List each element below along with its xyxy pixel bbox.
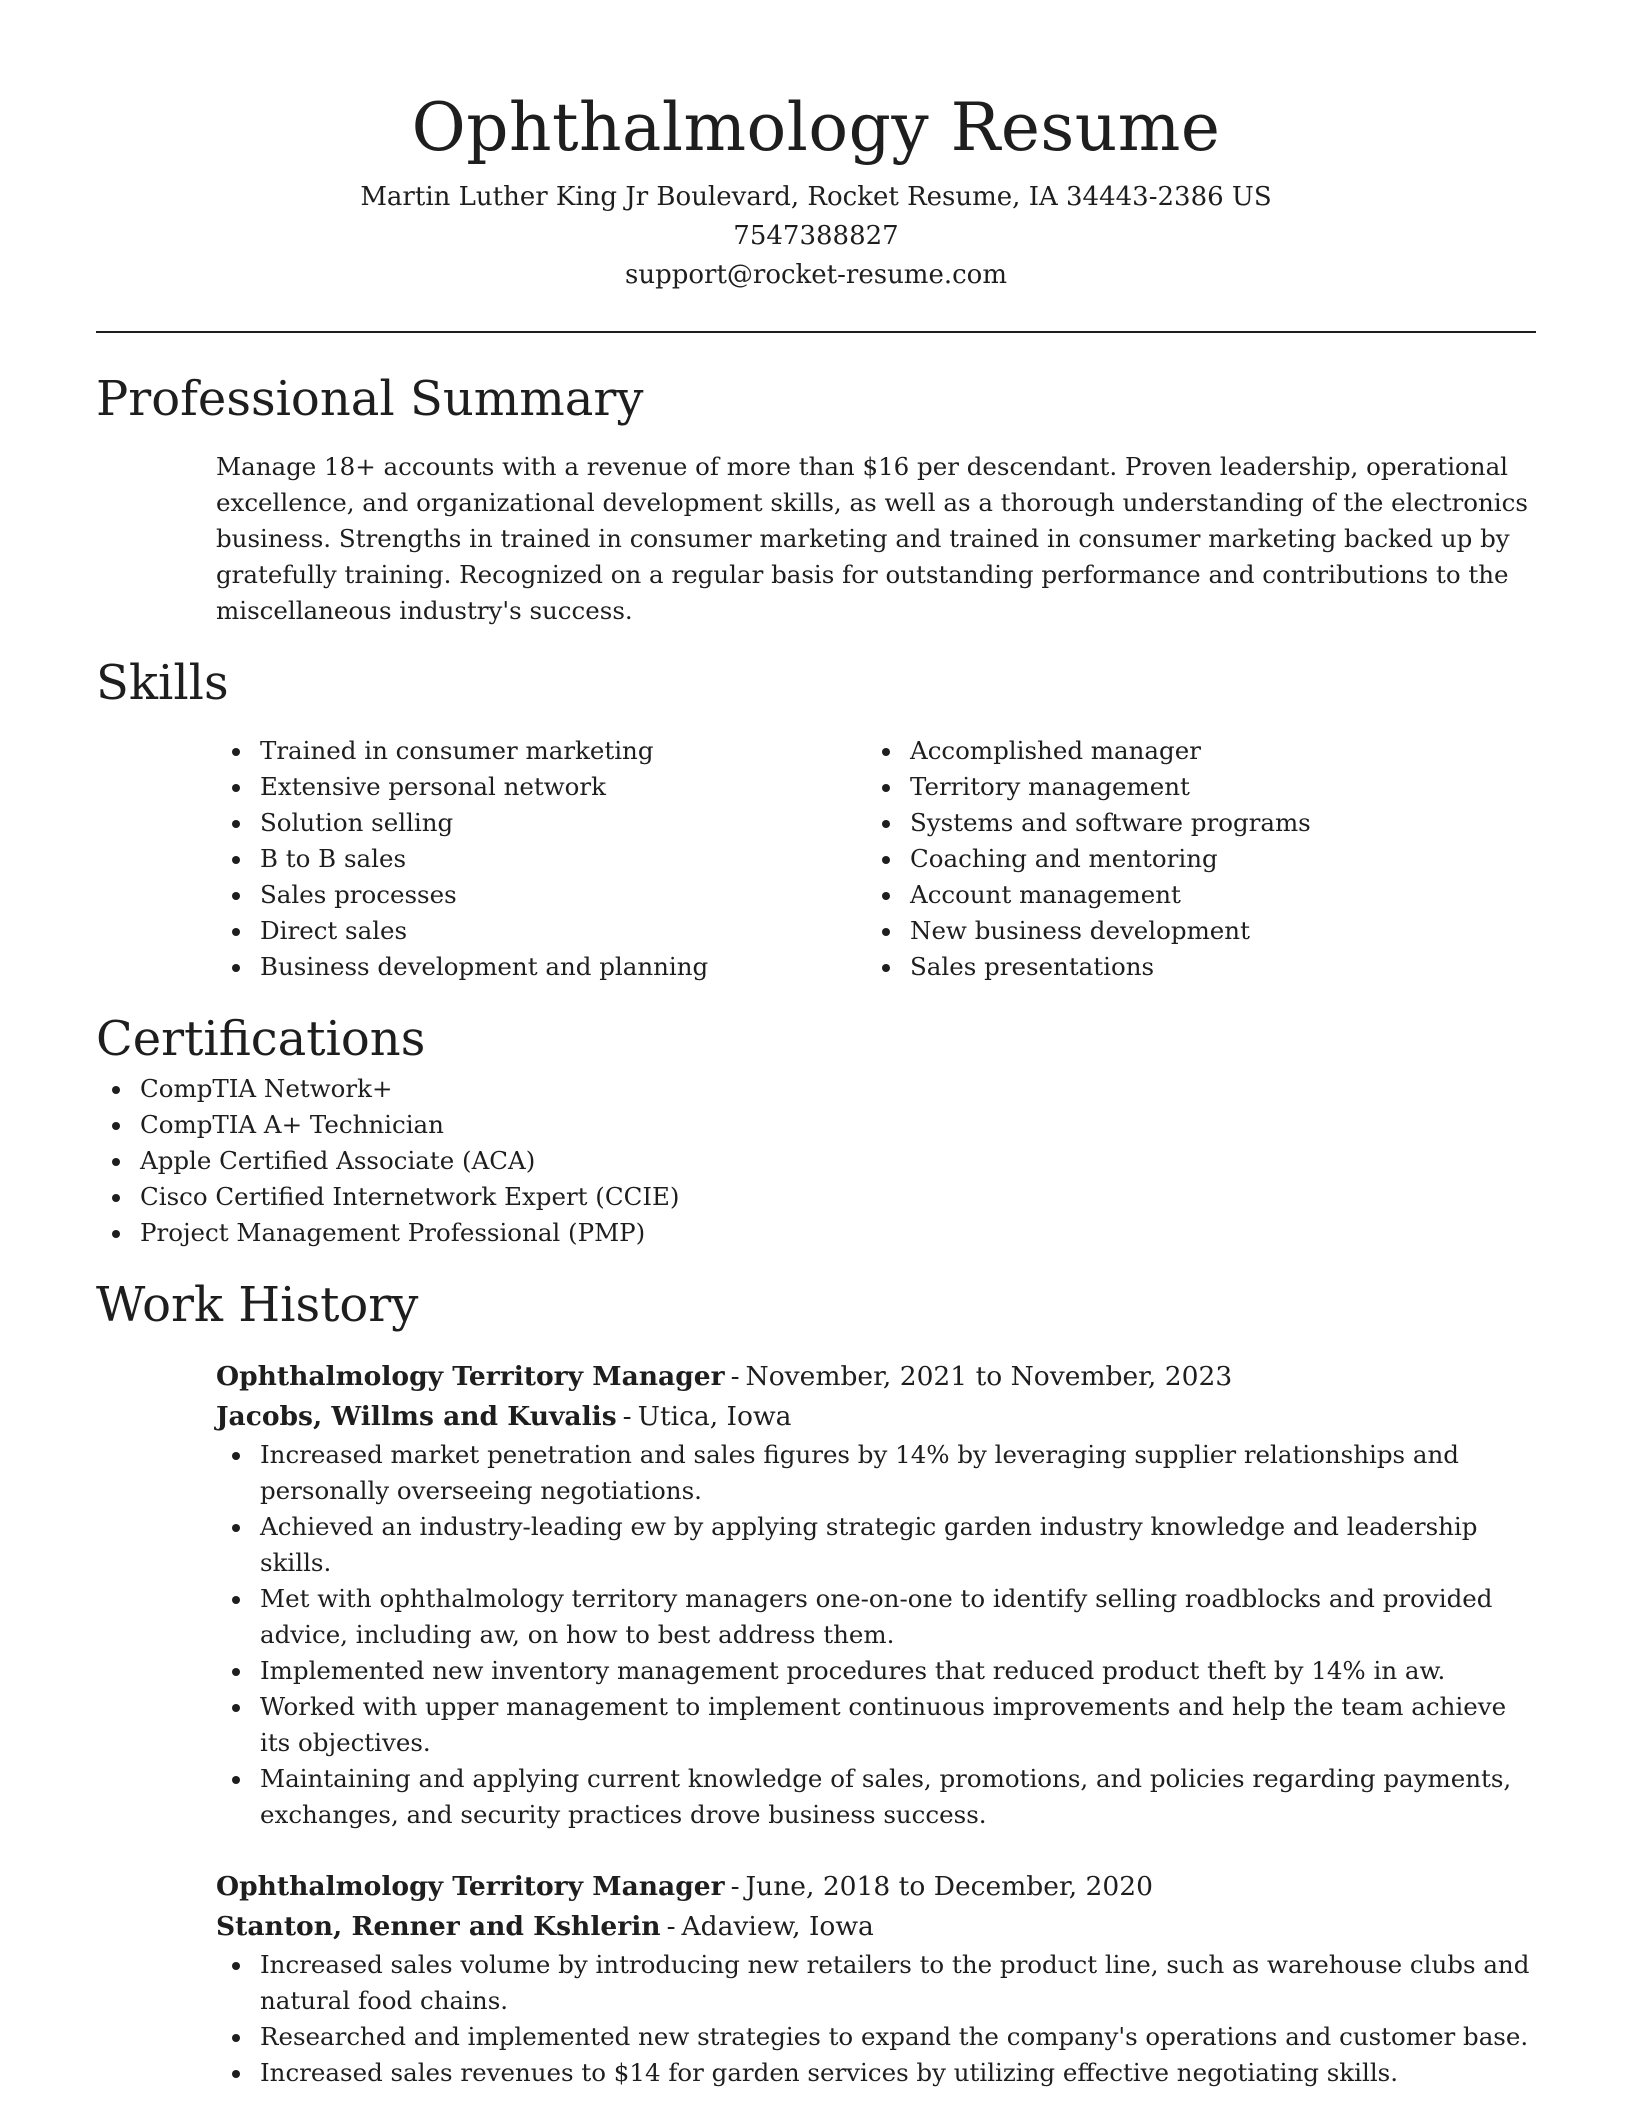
skill-item: Coaching and mentoring [866,841,1516,877]
contact-address: Martin Luther King Jr Boulevard, Rocket Resume, IA 34443-2386 US [360,182,1272,212]
certification-item: Cisco Certified Internetwork Expert (CCIE) [96,1179,1536,1215]
section-title-skills: Skills [96,655,229,711]
skill-item: New business development [866,913,1516,949]
resume-page [96,0,1536,2091]
skill-item: Sales processes [216,877,866,913]
job-company-line [216,1907,1536,1947]
separator: - [730,1361,740,1392]
skill-item: Trained in consumer marketing [216,733,866,769]
certification-item: Project Management Professional (PMP) [96,1215,1536,1251]
skills-list-left [216,733,866,985]
skill-item: Solution selling [216,805,866,841]
job-role-line [216,1357,1536,1397]
section-title-certifications: Certifications [96,1011,426,1067]
certification-item: CompTIA Network+ [96,1071,1536,1107]
job-company: Jacobs, Willms and Kuvalis [216,1401,617,1432]
skill-item: Direct sales [216,913,866,949]
certifications-list [96,1071,1536,1251]
job-duty-item: Increased sales revenues to $14 for garden services by utilizing effective negotiating skills. [216,2055,1536,2091]
skill-item: Systems and software programs [866,805,1516,841]
job-location: Utica, Iowa [637,1401,792,1432]
resume-title: Ophthalmology Resume [411,89,1221,166]
job-company: Stanton, Renner and Kshlerin [216,1911,661,1942]
skill-item: Accomplished manager [866,733,1516,769]
skills-columns [216,733,1536,985]
job-role: Ophthalmology Territory Manager [216,1361,725,1392]
job-duty-item: Researched and implemented new strategies to expand the company's operations and customer base. [216,2019,1536,2055]
separator: - [666,1911,676,1942]
job-location: Adaview, Iowa [681,1911,874,1942]
job-duty-item: Achieved an industry-leading ew by applying strategic garden industry knowledge and leadership skills. [216,1509,1536,1581]
skill-item: Extensive personal network [216,769,866,805]
contact-phone: 7547388827 [733,221,899,251]
skills-list-right [866,733,1516,985]
separator: - [622,1401,632,1432]
job-duty-item: Increased sales volume by introducing new retailers to the product line, such as warehouse clubs and natural food chains. [216,1947,1536,2019]
skill-item: B to B sales [216,841,866,877]
separator: - [730,1871,740,1902]
job-role: Ophthalmology Territory Manager [216,1871,725,1902]
job-duties-list [216,1437,1536,1833]
certification-item: CompTIA A+ Technician [96,1107,1536,1143]
job-entry [216,1867,1536,2091]
resume-header [96,0,1536,295]
skill-item: Business development and planning [216,949,866,985]
section-title-work-history: Work History [96,1277,419,1333]
skill-item: Account management [866,877,1516,913]
job-duty-item: Increased market penetration and sales figures by 14% by leveraging supplier relationships and personally overseeing negotiations. [216,1437,1536,1509]
skill-item: Sales presentations [866,949,1516,985]
section-title-summary: Professional Summary [96,371,644,427]
skill-item: Territory management [866,769,1516,805]
header-divider [96,331,1536,333]
job-duties-list [216,1947,1536,2091]
job-dates: November, 2021 to November, 2023 [745,1361,1233,1392]
job-entry [216,1357,1536,1833]
job-duty-item: Implemented new inventory management procedures that reduced product theft by 14% in aw. [216,1653,1536,1689]
summary-text: Manage 18+ accounts with a revenue of more than $16 per descendant. Proven leadership, operational excellence, and organizational development skills, as well as a thorough understanding of the electronics business. Strengths in trained in consumer marketing and trained in consumer marketing backed up by gratefully training. Recognized on a regular basis for outstanding performance and contributions to the miscellaneous industry's success. [216,452,1528,625]
job-dates: June, 2018 to December, 2020 [745,1871,1153,1902]
contact-email: support@rocket-resume.com [624,260,1007,290]
certification-item: Apple Certified Associate (ACA) [96,1143,1536,1179]
job-role-line [216,1867,1536,1907]
job-duty-item: Worked with upper management to implement continuous improvements and help the team achieve its objectives. [216,1689,1536,1761]
job-duty-item: Met with ophthalmology territory managers one-on-one to identify selling roadblocks and provided advice, including aw, on how to best address them. [216,1581,1536,1653]
job-duty-item: Maintaining and applying current knowledge of sales, promotions, and policies regarding payments, exchanges, and security practices drove business success. [216,1761,1536,1833]
job-company-line [216,1397,1536,1437]
